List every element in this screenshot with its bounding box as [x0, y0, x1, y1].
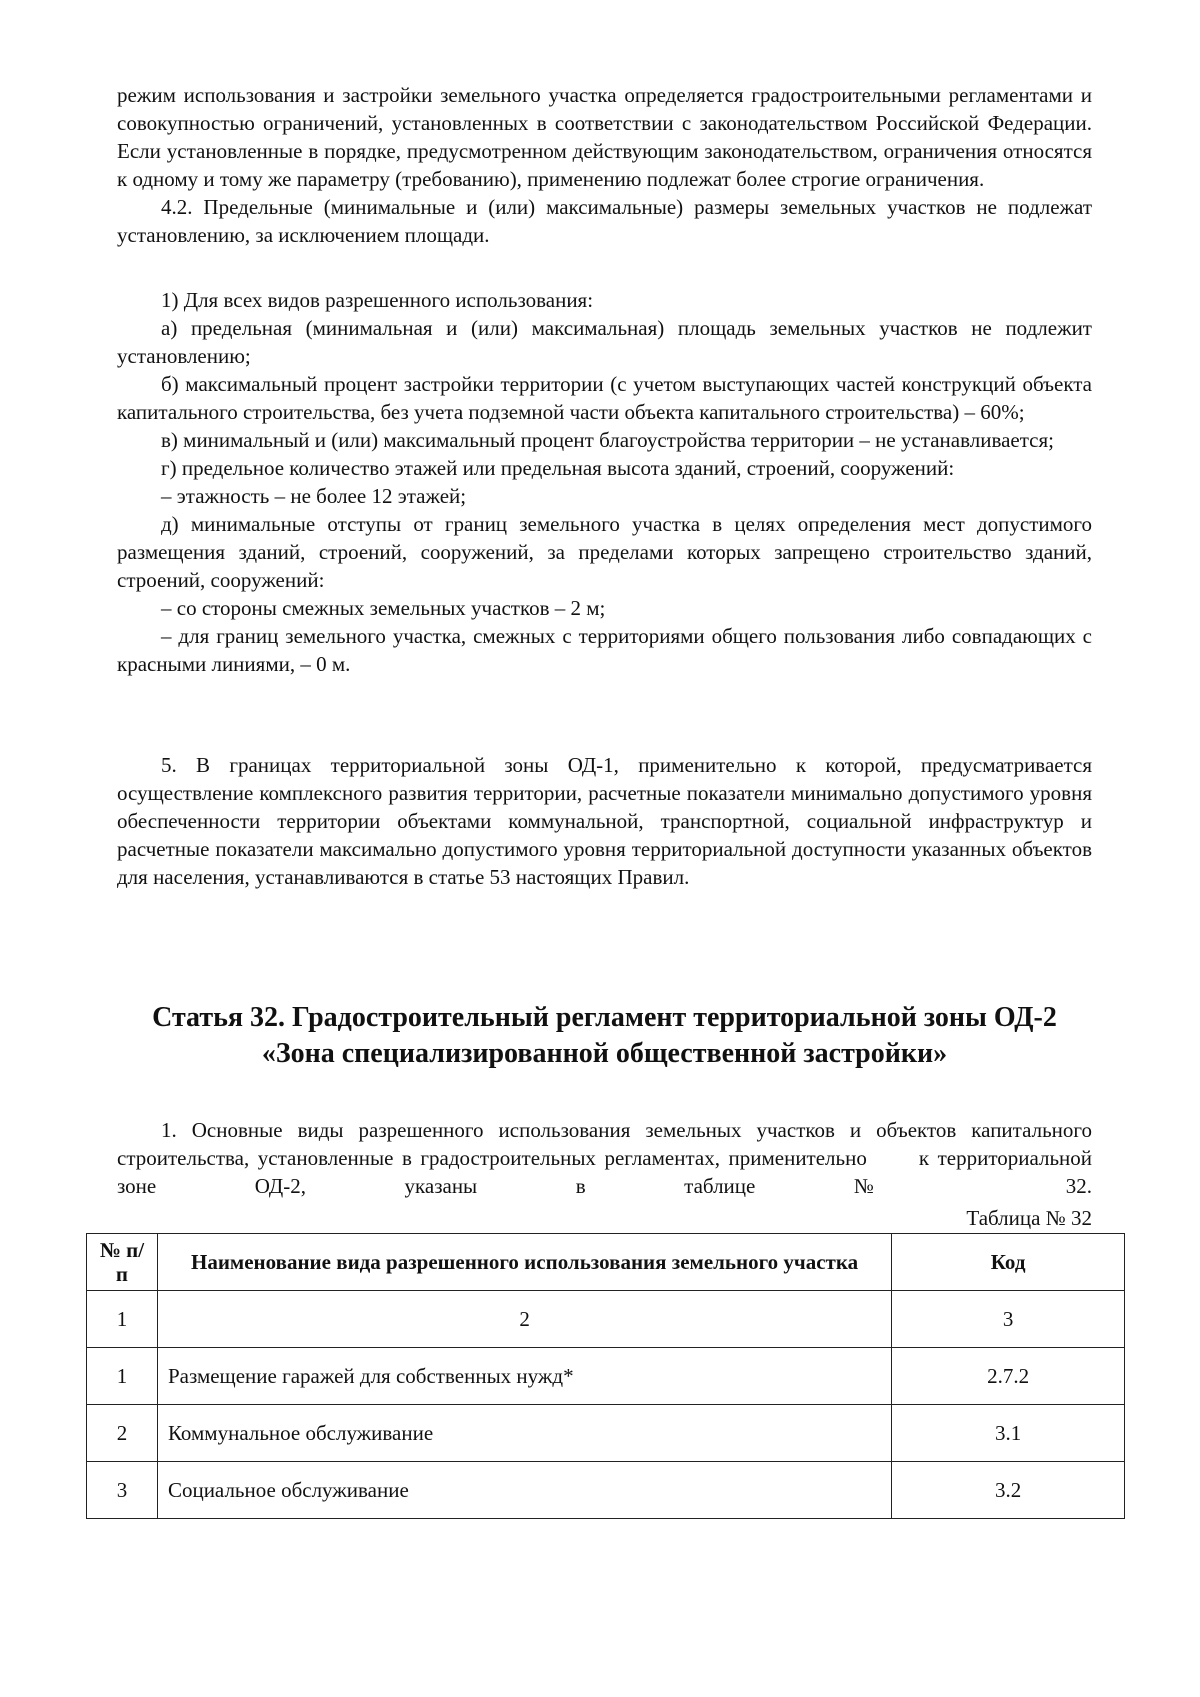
- article-heading: [117, 1000, 1092, 1072]
- paragraph-param-g1: – этажность – не более 12 этажей;: [161, 484, 467, 508]
- table-row: [87, 1405, 1125, 1462]
- paragraph-param-v: в) минимальный и (или) максимальный процент благоустройства территории – не устанавливается;: [161, 428, 1054, 452]
- paragraph-param-a: а) предельная (минимальная и (или) максимальная) площадь земельных участков не подлежит установлению;: [117, 316, 1092, 368]
- table-caption: Таблица № 32: [966, 1206, 1092, 1230]
- numbering-col-3: 3: [892, 1291, 1125, 1348]
- row-number: 1: [87, 1348, 158, 1405]
- article-paragraph-1-part-2: к территориальной зоне ОД-2, указаны в таблице № 32.: [117, 1146, 1092, 1198]
- row-code: 2.7.2: [892, 1348, 1125, 1405]
- article-paragraph-1: [117, 1116, 1092, 1200]
- header-code: Код: [892, 1234, 1125, 1291]
- paragraph-param-d2: – для границ земельного участка, смежных с территориями общего пользования либо совпадающих с красными линиями, – 0 м.: [117, 624, 1092, 676]
- paragraph-param-1: 1) Для всех видов разрешенного использования:: [161, 288, 594, 312]
- header-name: Наименование вида разрешенного использования земельного участка: [157, 1234, 891, 1291]
- row-code: 3.1: [892, 1405, 1125, 1462]
- header-number: № п/п: [87, 1234, 158, 1291]
- row-name: Социальное обслуживание: [157, 1462, 891, 1519]
- row-number: 2: [87, 1405, 158, 1462]
- table-numbering-row: [87, 1291, 1125, 1348]
- paragraph-4-2: 4.2. Предельные (минимальные и (или) максимальные) размеры земельных участков не подлежат установлению, за исключением площади.: [117, 195, 1092, 247]
- row-name: Коммунальное обслуживание: [157, 1405, 891, 1462]
- paragraph-section-5: 5. В границах территориальной зоны ОД-1, применительно к которой, предусматривается осуществление комплексного развития территории, расчетные показатели минимально допустимого уровня обеспеченности территории объектами коммунальной, транспортной, социальной инфраструктур и расчетные показатели максимально допустимого уровня территориальной доступности указанных объектов для населения, устанавливаются в статье 53 настоящих Правил.: [117, 753, 1092, 889]
- row-name: Размещение гаражей для собственных нужд*: [157, 1348, 891, 1405]
- land-use-table: [86, 1233, 1125, 1519]
- article-paragraph-1-part-1: 1. Основные виды разрешенного использования земельных участков и объектов капитального строительства, установленные в градостроительных регламентах, применительно: [117, 1118, 1092, 1170]
- article-intro-block: [117, 1116, 1092, 1200]
- paragraph-param-b: б) максимальный процент застройки территории (с учетом выступающих частей конструкций объекта капитального строительства, без учета подземной части объекта капитального строительства) – 60%;: [117, 372, 1092, 424]
- row-code: 3.2: [892, 1462, 1125, 1519]
- article-title-line-2: «Зона специализированной общественной застройки»: [261, 1038, 948, 1069]
- article-title: [117, 1000, 1092, 1072]
- row-number: 3: [87, 1462, 158, 1519]
- paragraph-param-g: г) предельное количество этажей или предельная высота зданий, строений, сооружений:: [161, 456, 955, 480]
- params-block: [117, 286, 1092, 678]
- section-5-block: [117, 751, 1092, 891]
- numbering-col-2: 2: [157, 1291, 891, 1348]
- paragraph-param-d1: – со стороны смежных земельных участков – 2 м;: [161, 596, 606, 620]
- paragraph-zoning-regime: режим использования и застройки земельного участка определяется градостроительными регламентами и совокупностью ограничений, установленных в соответствии с законодательством Российской Федерации. Если установленные в порядке, предусмотренном действующим законодательством, ограничения относятся к одному и тому же параметру (требованию), применению подлежат более строгие ограничения.: [117, 83, 1092, 191]
- numbering-col-1: 1: [87, 1291, 158, 1348]
- article-title-line-1: Статья 32. Градостроительный регламент территориальной зоны ОД-2: [152, 1002, 1057, 1033]
- intro-block: [117, 81, 1092, 249]
- paragraph-param-d: д) минимальные отступы от границ земельного участка в целях определения мест допустимого размещения зданий, строений, сооружений, за пределами которых запрещено строительство зданий, строений, сооружений:: [117, 512, 1092, 592]
- table-header-row: [87, 1234, 1125, 1291]
- table-row: [87, 1348, 1125, 1405]
- table-row: [87, 1462, 1125, 1519]
